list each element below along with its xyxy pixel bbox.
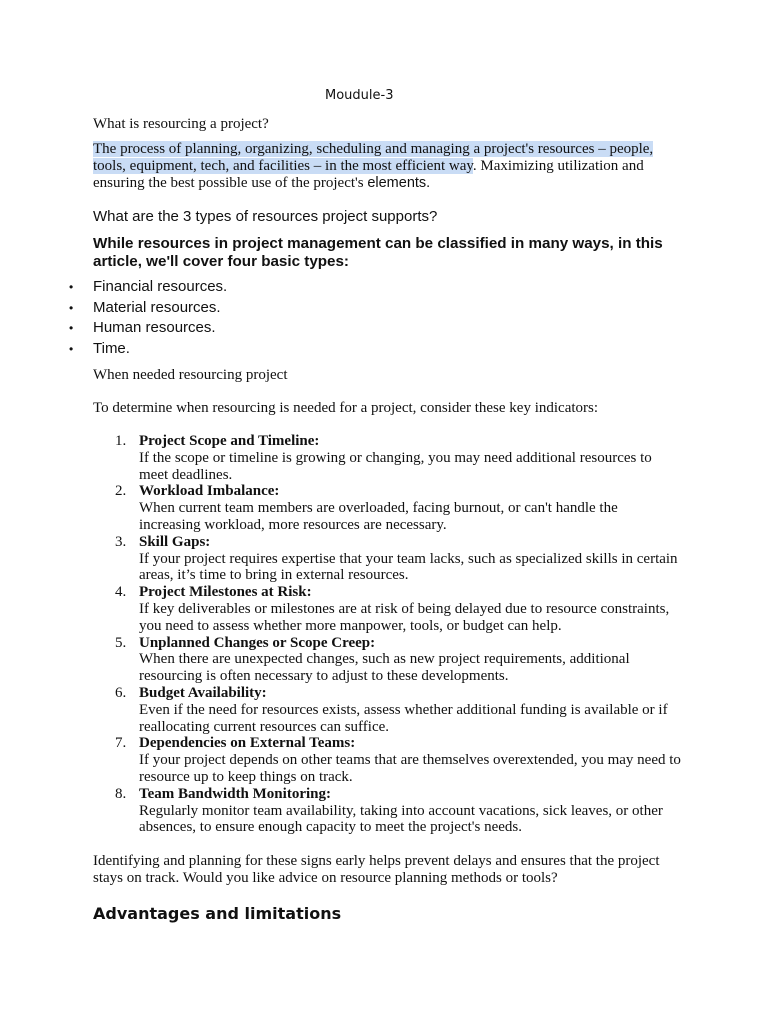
list-item [69, 339, 493, 360]
bullet-icon: • [69, 341, 74, 356]
indicator-number: 5. [115, 634, 127, 651]
indicator-title: Unplanned Changes or Scope Creep: [139, 634, 376, 651]
indicator-item [93, 786, 683, 836]
bullet-icon: • [69, 280, 74, 294]
resource-types-list [69, 277, 493, 359]
indicator-item [93, 584, 683, 634]
indicator-item [93, 635, 683, 685]
bullet-icon: • [69, 321, 74, 335]
answer-rest-text: . Maximizing utilization and ensuring the best possible use of the project's [93, 158, 644, 191]
resource-types-intro: While resources in project management can be classified in many ways, in this article, we'll cover four basic types: [93, 235, 663, 270]
indicator-title: Project Milestones at Risk: [139, 584, 312, 601]
indicator-body: If your project requires expertise that your team lacks, such as specialized skills in certain areas, it’s time to bring in external resources. [139, 550, 678, 584]
indicators-list [93, 433, 683, 836]
list-item-text: Human resources. [93, 319, 216, 336]
indicator-item [93, 433, 683, 483]
highlighted-text[interactable]: The process of planning, organizing, scheduling and managing a project's resources – people, tools, equipment, tech, and facilities – in the most efficient way [93, 141, 654, 174]
document-title: Moudule-3 [325, 88, 394, 103]
bullet-icon: • [69, 300, 74, 315]
indicator-title: Workload Imbalance: [139, 483, 280, 500]
advantages-heading: Advantages and limitations [93, 904, 342, 923]
indicator-number: 1. [115, 433, 127, 449]
list-item [69, 277, 493, 298]
indicator-item [93, 685, 683, 735]
indicator-number: 3. [115, 533, 127, 550]
indicator-title: Project Scope and Timeline: [139, 433, 320, 449]
indicator-number: 6. [115, 684, 127, 701]
indicator-title: Team Bandwidth Monitoring: [139, 785, 331, 802]
indicator-number: 8. [115, 785, 127, 802]
indicator-item [93, 483, 683, 533]
indicator-body: If key deliverables or milestones are at risk of being delayed due to resource constraints, you need to assess whether more manpower, tools, or budget can help. [139, 600, 670, 634]
indicator-number: 4. [115, 584, 127, 601]
indicator-body: Even if the need for resources exists, assess whether additional funding is available or if reallocating current resources can suffice. [139, 701, 668, 735]
indicator-title: Budget Availability: [139, 684, 267, 701]
indicator-title: Dependencies on External Teams: [139, 735, 356, 752]
list-item-text: Financial resources. [93, 278, 228, 295]
list-item [69, 318, 493, 339]
question-resource-types: What are the 3 types of resources project supports? [93, 208, 438, 225]
indicator-number: 2. [115, 483, 127, 500]
determine-paragraph: To determine when resourcing is needed for a project, consider these key indicators: [93, 400, 599, 416]
indicator-number: 7. [115, 735, 127, 752]
list-item [69, 298, 493, 319]
closing-paragraph: Identifying and planning for these signs early helps prevent delays and ensures that the project stays on track. Would you like advice on resource planning methods or tools? [93, 853, 660, 886]
indicator-item [93, 735, 683, 785]
indicator-body: If the scope or timeline is growing or changing, you may need additional resources to meet deadlines. [139, 449, 652, 483]
list-item-text: Time. [93, 339, 130, 357]
indicator-body: Regularly monitor team availability, taking into account vacations, sick leaves, or other absences, to ensure enough capacity to meet the project's needs. [139, 802, 663, 836]
answer-end-text: elements. [367, 175, 431, 191]
indicator-title: Skill Gaps: [139, 533, 211, 550]
when-needed-heading: When needed resourcing project [93, 367, 288, 383]
indicator-item [93, 534, 683, 584]
list-item-text: Material resources. [93, 298, 221, 316]
answer-resourcing-paragraph [93, 141, 678, 192]
indicator-body: When current team members are overloaded, facing burnout, or can't handle the increasing workload, more resources are necessary. [139, 500, 618, 533]
indicator-body: If your project depends on other teams that are themselves overextended, you may need to resource up to keep things on track. [139, 752, 681, 785]
indicator-body: When there are unexpected changes, such as new project requirements, additional resourcing is often necessary to adjust to these developments. [139, 651, 630, 685]
question-resourcing: What is resourcing a project? [93, 116, 269, 132]
